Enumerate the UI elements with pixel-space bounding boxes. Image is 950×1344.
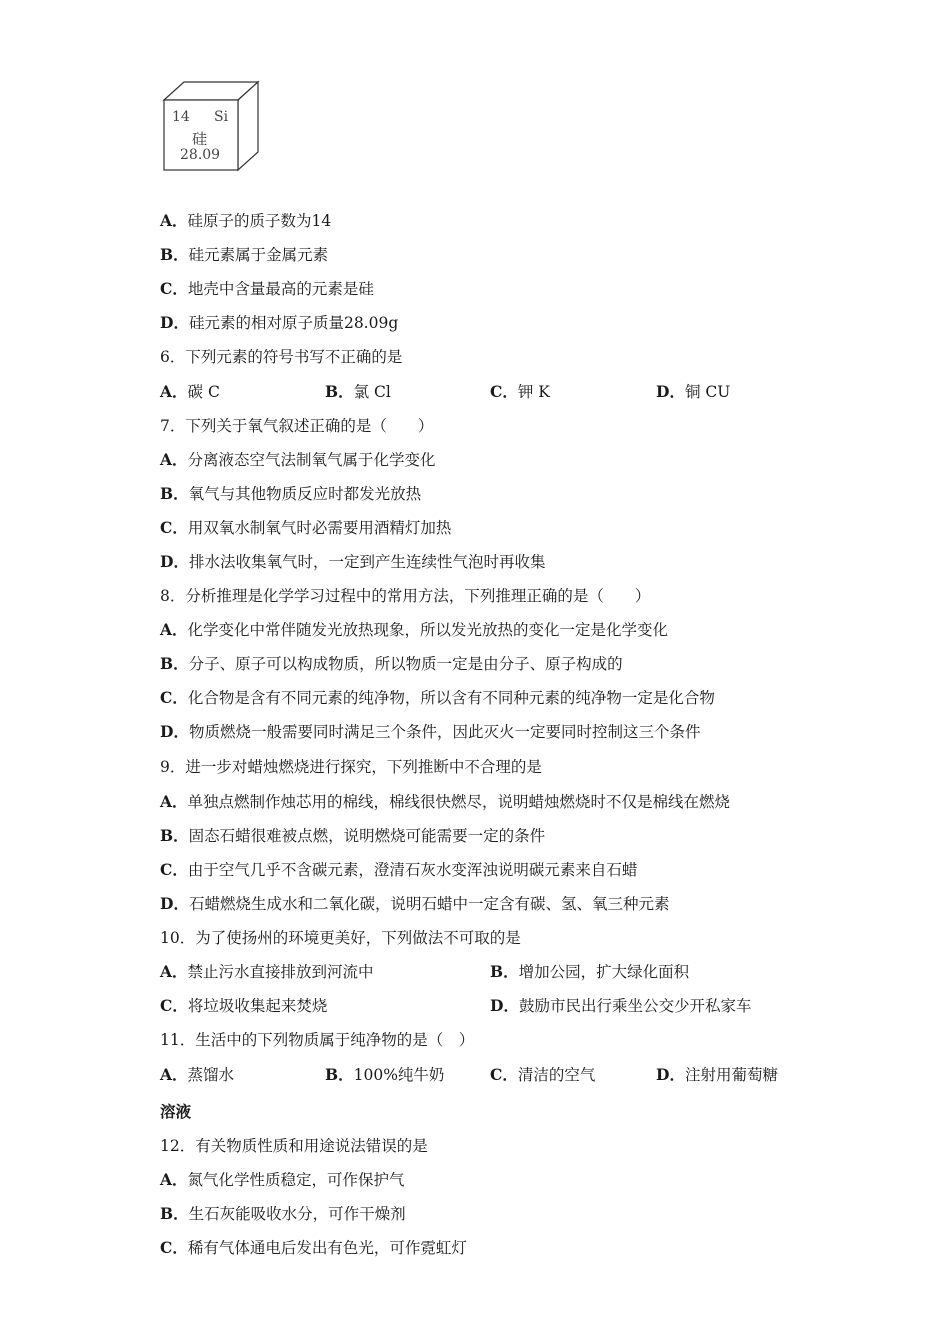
option-text: 硅原子的质子数为14 xyxy=(187,212,332,230)
option-label: D． xyxy=(160,894,189,913)
q11-option-d xyxy=(656,1065,778,1085)
option-label: A． xyxy=(160,211,188,230)
option-label: B． xyxy=(325,382,354,401)
q11-option-b xyxy=(325,1065,444,1085)
q6-stem: 6．下列元素的符号书写不正确的是 xyxy=(160,348,403,366)
option-text: 化学变化中常伴随发光放热现象，所以发光放热的变化一定是化学变化 xyxy=(187,621,669,639)
q10-option-b xyxy=(490,962,689,982)
option-text: 物质燃烧一般需要同时满足三个条件，因此灭火一定要同时控制这三个条件 xyxy=(188,723,701,741)
option-label: A． xyxy=(160,620,188,639)
option-label: B． xyxy=(160,484,189,503)
option-label: C． xyxy=(490,382,518,401)
q8-option-b xyxy=(160,654,623,674)
option-text: 100%纯牛奶 xyxy=(353,1066,445,1084)
option-text: 单独点燃制作烛芯用的棉线，棉线很快燃尽，说明蜡烛燃烧时不仅是棉线在燃烧 xyxy=(187,793,731,811)
q8-option-a xyxy=(160,620,668,640)
option-text: 碳 C xyxy=(187,383,220,401)
option-text: 氯 Cl xyxy=(353,383,391,401)
option-label: C． xyxy=(490,1065,518,1084)
atomic-mass: 28.09 xyxy=(180,147,221,163)
option-text: 生石灰能吸收水分，可作干燥剂 xyxy=(188,1205,406,1223)
q10-option-a xyxy=(160,962,374,982)
option-label: D． xyxy=(160,722,189,741)
q7-option-b xyxy=(160,484,421,504)
option-text: 化合物是含有不同元素的纯净物，所以含有不同种元素的纯净物一定是化合物 xyxy=(187,689,715,707)
option-label: D． xyxy=(160,552,189,571)
option-text: 排水法收集氧气时，一定到产生连续性气泡时再收集 xyxy=(188,553,546,571)
option-label: B． xyxy=(160,654,189,673)
option-label: A． xyxy=(160,382,188,401)
q10-stem: 10．为了使扬州的环境更美好，下列做法不可取的是 xyxy=(160,929,521,947)
option-text: 分子、原子可以构成物质，所以物质一定是由分子、原子构成的 xyxy=(188,655,623,673)
option-text: 用双氧水制氧气时必需要用酒精灯加热 xyxy=(187,519,452,537)
q12-option-c xyxy=(160,1238,467,1258)
option-label: D． xyxy=(160,313,189,332)
option-text: 将垃圾收集起来焚烧 xyxy=(187,997,328,1015)
option-label: C． xyxy=(160,860,188,879)
option-label: C． xyxy=(160,688,188,707)
q6-option-c xyxy=(490,382,550,402)
q12-stem: 12．有关物质性质和用途说法错误的是 xyxy=(160,1137,428,1155)
q11-option-c xyxy=(490,1065,595,1085)
element-symbol: Si xyxy=(214,109,229,125)
q7-stem: 7．下列关于氧气叙述正确的是（ ） xyxy=(160,417,434,435)
option-text: 石蜡燃烧生成水和二氧化碳，说明石蜡中一定含有碳、氢、氧三种元素 xyxy=(188,895,670,913)
option-label: A． xyxy=(160,1065,188,1084)
option-text: 清洁的空气 xyxy=(517,1066,596,1084)
option-text: 地壳中含量最高的元素是硅 xyxy=(187,280,374,298)
option-text: 固态石蜡很难被点燃，说明燃烧可能需要一定的条件 xyxy=(188,827,546,845)
option-label: C． xyxy=(160,1238,188,1257)
option-text: 禁止污水直接排放到河流中 xyxy=(187,963,374,981)
q7-option-d xyxy=(160,552,545,572)
option-text: 分离液态空气法制氧气属于化学变化 xyxy=(187,451,436,469)
option-text: 蒸馏水 xyxy=(187,1066,235,1084)
option-label: B． xyxy=(160,826,189,845)
option-label: D． xyxy=(490,996,519,1015)
q9-stem: 9．进一步对蜡烛燃烧进行探究，下列推断中不合理的是 xyxy=(160,758,542,776)
q12-option-a xyxy=(160,1170,405,1190)
q11-stem: 11．生活中的下列物质属于纯净物的是（ ） xyxy=(160,1031,475,1049)
option-label: A． xyxy=(160,1170,188,1189)
q5-option-d xyxy=(160,313,398,333)
q10-option-d xyxy=(490,996,751,1016)
option-text: 由于空气几乎不含碳元素，澄清石灰水变浑浊说明碳元素来自石蜡 xyxy=(187,861,638,879)
option-label: B． xyxy=(160,1204,189,1223)
option-text: 氧气与其他物质反应时都发光放热 xyxy=(188,485,422,503)
option-text: 钾 K xyxy=(517,383,550,401)
q5-option-b xyxy=(160,245,328,265)
q7-option-c xyxy=(160,518,451,538)
q5-option-a xyxy=(160,211,331,231)
option-label: B． xyxy=(325,1065,354,1084)
option-text: 鼓励市民出行乘坐公交少开私家车 xyxy=(518,997,752,1015)
q9-option-d xyxy=(160,894,669,914)
option-label: C． xyxy=(160,996,188,1015)
q9-option-c xyxy=(160,860,637,880)
option-label: C． xyxy=(160,279,188,298)
option-text: 铜 CU xyxy=(684,383,731,401)
q11-option-d-continuation: 溶液 xyxy=(160,1102,192,1121)
option-text: 增加公园，扩大绿化面积 xyxy=(518,963,690,981)
q11-option-a xyxy=(160,1065,234,1085)
q8-option-c xyxy=(160,688,715,708)
option-label: A． xyxy=(160,450,188,469)
option-text: 硅元素的相对原子质量28.09g xyxy=(188,314,399,332)
q12-option-b xyxy=(160,1204,406,1224)
atomic-number: 14 xyxy=(172,109,190,125)
q9-option-a xyxy=(160,792,730,812)
option-label: C． xyxy=(160,518,188,537)
option-label: D． xyxy=(656,382,685,401)
q8-stem: 8．分析推理是化学学习过程中的常用方法，下列推理正确的是（ ） xyxy=(160,587,651,605)
q8-option-d xyxy=(160,722,700,742)
option-text: 注射用葡萄糖 xyxy=(684,1066,778,1084)
q6-option-a xyxy=(160,382,220,402)
option-label: D． xyxy=(656,1065,685,1084)
option-label: A． xyxy=(160,962,188,981)
q6-option-b xyxy=(325,382,391,402)
option-text: 稀有气体通电后发出有色光，可作霓虹灯 xyxy=(187,1239,467,1257)
q7-option-a xyxy=(160,450,436,470)
q6-option-d xyxy=(656,382,730,402)
q5-option-c xyxy=(160,279,374,299)
option-text: 氮气化学性质稳定，可作保护气 xyxy=(187,1171,405,1189)
q9-option-b xyxy=(160,826,545,846)
q10-option-c xyxy=(160,996,327,1016)
element-name: 硅 xyxy=(192,130,208,148)
option-label: A． xyxy=(160,792,188,811)
option-label: B． xyxy=(490,962,519,981)
option-label: B． xyxy=(160,245,189,264)
element-tile-silicon xyxy=(160,80,260,172)
option-text: 硅元素属于金属元素 xyxy=(188,246,329,264)
